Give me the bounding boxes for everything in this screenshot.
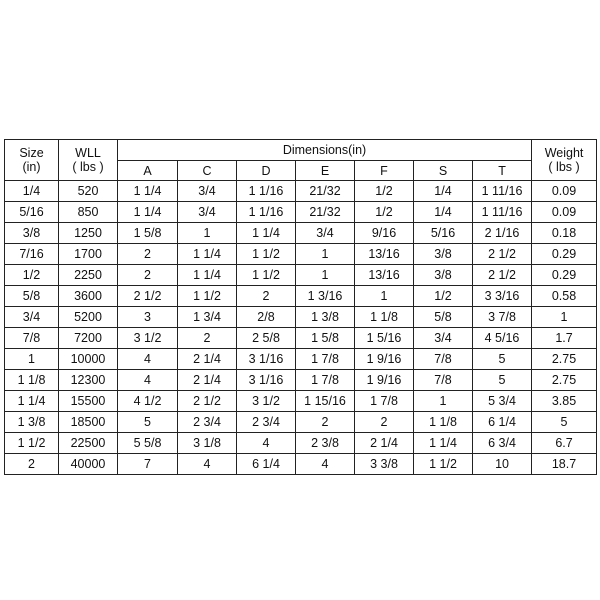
cell-t: 5 xyxy=(473,349,532,370)
cell-weight: 1.7 xyxy=(532,328,597,349)
table-row xyxy=(5,391,597,412)
cell-wll: 10000 xyxy=(59,349,118,370)
cell-size: 1/4 xyxy=(5,181,59,202)
cell-d: 3 1/2 xyxy=(237,391,296,412)
cell-e: 1 3/16 xyxy=(296,286,355,307)
cell-s: 3/4 xyxy=(414,328,473,349)
cell-c: 1 3/4 xyxy=(178,307,237,328)
cell-f: 13/16 xyxy=(355,265,414,286)
cell-a: 4 xyxy=(118,349,178,370)
cell-t: 6 1/4 xyxy=(473,412,532,433)
cell-s: 1 1/8 xyxy=(414,412,473,433)
table-row xyxy=(5,307,597,328)
cell-weight: 2.75 xyxy=(532,370,597,391)
cell-f: 3 3/8 xyxy=(355,454,414,475)
cell-f: 2 1/4 xyxy=(355,433,414,454)
table-row xyxy=(5,202,597,223)
header-row-top xyxy=(5,140,597,161)
cell-size: 1 3/8 xyxy=(5,412,59,433)
cell-d: 6 1/4 xyxy=(237,454,296,475)
cell-e: 21/32 xyxy=(296,181,355,202)
cell-e: 1 5/8 xyxy=(296,328,355,349)
cell-c: 3/4 xyxy=(178,181,237,202)
cell-t: 4 5/16 xyxy=(473,328,532,349)
cell-f: 2 xyxy=(355,412,414,433)
cell-c: 1 1/4 xyxy=(178,244,237,265)
cell-d: 2 5/8 xyxy=(237,328,296,349)
table-row xyxy=(5,412,597,433)
spec-table-container xyxy=(4,139,596,475)
cell-wll: 3600 xyxy=(59,286,118,307)
cell-t: 2 1/2 xyxy=(473,265,532,286)
cell-c: 4 xyxy=(178,454,237,475)
cell-wll: 5200 xyxy=(59,307,118,328)
cell-a: 2 1/2 xyxy=(118,286,178,307)
header-wll-unit: ( lbs ) xyxy=(72,160,104,174)
table-row xyxy=(5,349,597,370)
cell-c: 2 3/4 xyxy=(178,412,237,433)
table-row xyxy=(5,286,597,307)
cell-e: 1 xyxy=(296,265,355,286)
cell-t: 6 3/4 xyxy=(473,433,532,454)
table-row xyxy=(5,433,597,454)
cell-t: 1 11/16 xyxy=(473,202,532,223)
cell-d: 2 3/4 xyxy=(237,412,296,433)
cell-e: 1 xyxy=(296,244,355,265)
cell-a: 2 xyxy=(118,265,178,286)
header-dimensions: Dimensions(in) xyxy=(118,140,532,161)
cell-a: 4 1/2 xyxy=(118,391,178,412)
cell-d: 1 1/2 xyxy=(237,244,296,265)
header-dim-f: F xyxy=(355,161,414,181)
header-dim-d: D xyxy=(237,161,296,181)
cell-size: 2 xyxy=(5,454,59,475)
cell-e: 1 7/8 xyxy=(296,370,355,391)
header-weight-label: Weight xyxy=(544,146,584,160)
table-row xyxy=(5,370,597,391)
header-weight-unit: ( lbs ) xyxy=(548,160,580,174)
cell-d: 1 1/16 xyxy=(237,181,296,202)
header-size-label: Size xyxy=(19,146,44,160)
cell-d: 2 xyxy=(237,286,296,307)
cell-e: 1 7/8 xyxy=(296,349,355,370)
cell-s: 7/8 xyxy=(414,349,473,370)
cell-d: 2/8 xyxy=(237,307,296,328)
cell-t: 5 xyxy=(473,370,532,391)
cell-wll: 520 xyxy=(59,181,118,202)
cell-s: 1/2 xyxy=(414,286,473,307)
cell-d: 1 1/16 xyxy=(237,202,296,223)
cell-a: 1 1/4 xyxy=(118,202,178,223)
cell-f: 1 9/16 xyxy=(355,370,414,391)
cell-weight: 6.7 xyxy=(532,433,597,454)
cell-wll: 15500 xyxy=(59,391,118,412)
cell-f: 1 1/8 xyxy=(355,307,414,328)
cell-d: 3 1/16 xyxy=(237,349,296,370)
cell-weight: 0.29 xyxy=(532,244,597,265)
cell-f: 9/16 xyxy=(355,223,414,244)
cell-e: 21/32 xyxy=(296,202,355,223)
cell-weight: 5 xyxy=(532,412,597,433)
cell-c: 3 1/8 xyxy=(178,433,237,454)
cell-weight: 1 xyxy=(532,307,597,328)
cell-c: 2 xyxy=(178,328,237,349)
cell-weight: 0.09 xyxy=(532,181,597,202)
cell-weight: 3.85 xyxy=(532,391,597,412)
cell-size: 7/16 xyxy=(5,244,59,265)
cell-a: 7 xyxy=(118,454,178,475)
cell-c: 1 1/2 xyxy=(178,286,237,307)
cell-t: 3 7/8 xyxy=(473,307,532,328)
table-body xyxy=(5,181,597,475)
cell-c: 2 1/4 xyxy=(178,370,237,391)
cell-a: 3 1/2 xyxy=(118,328,178,349)
cell-c: 3/4 xyxy=(178,202,237,223)
header-dim-e: E xyxy=(296,161,355,181)
header-dim-a: A xyxy=(118,161,178,181)
cell-size: 1 1/2 xyxy=(5,433,59,454)
cell-d: 1 1/4 xyxy=(237,223,296,244)
cell-size: 3/4 xyxy=(5,307,59,328)
table-row xyxy=(5,223,597,244)
cell-size: 3/8 xyxy=(5,223,59,244)
cell-a: 1 5/8 xyxy=(118,223,178,244)
cell-t: 2 1/16 xyxy=(473,223,532,244)
cell-f: 1 5/16 xyxy=(355,328,414,349)
cell-s: 1 1/2 xyxy=(414,454,473,475)
cell-weight: 0.29 xyxy=(532,265,597,286)
cell-size: 5/8 xyxy=(5,286,59,307)
table-row xyxy=(5,454,597,475)
cell-s: 7/8 xyxy=(414,370,473,391)
cell-a: 3 xyxy=(118,307,178,328)
header-wll-label: WLL xyxy=(75,146,101,160)
header-size-unit: (in) xyxy=(22,160,41,174)
cell-e: 3/4 xyxy=(296,223,355,244)
cell-wll: 18500 xyxy=(59,412,118,433)
cell-size: 1 xyxy=(5,349,59,370)
cell-a: 5 xyxy=(118,412,178,433)
cell-wll: 2250 xyxy=(59,265,118,286)
cell-s: 3/8 xyxy=(414,265,473,286)
cell-wll: 1700 xyxy=(59,244,118,265)
header-dim-t: T xyxy=(473,161,532,181)
cell-e: 2 xyxy=(296,412,355,433)
table-row xyxy=(5,265,597,286)
cell-weight: 0.58 xyxy=(532,286,597,307)
cell-e: 2 3/8 xyxy=(296,433,355,454)
cell-s: 1 xyxy=(414,391,473,412)
cell-a: 4 xyxy=(118,370,178,391)
cell-wll: 40000 xyxy=(59,454,118,475)
cell-a: 2 xyxy=(118,244,178,265)
cell-wll: 22500 xyxy=(59,433,118,454)
cell-t: 3 3/16 xyxy=(473,286,532,307)
cell-s: 1/4 xyxy=(414,181,473,202)
cell-t: 1 11/16 xyxy=(473,181,532,202)
cell-e: 1 15/16 xyxy=(296,391,355,412)
cell-wll: 850 xyxy=(59,202,118,223)
cell-t: 5 3/4 xyxy=(473,391,532,412)
cell-d: 1 1/2 xyxy=(237,265,296,286)
table-row xyxy=(5,181,597,202)
cell-f: 1 9/16 xyxy=(355,349,414,370)
cell-wll: 1250 xyxy=(59,223,118,244)
cell-s: 1 1/4 xyxy=(414,433,473,454)
cell-t: 10 xyxy=(473,454,532,475)
cell-s: 3/8 xyxy=(414,244,473,265)
cell-t: 2 1/2 xyxy=(473,244,532,265)
header-weight xyxy=(532,140,597,181)
cell-weight: 2.75 xyxy=(532,349,597,370)
cell-d: 3 1/16 xyxy=(237,370,296,391)
header-wll xyxy=(59,140,118,181)
cell-a: 5 5/8 xyxy=(118,433,178,454)
header-size xyxy=(5,140,59,181)
cell-f: 13/16 xyxy=(355,244,414,265)
cell-c: 1 1/4 xyxy=(178,265,237,286)
cell-f: 1 xyxy=(355,286,414,307)
cell-s: 5/16 xyxy=(414,223,473,244)
cell-size: 5/16 xyxy=(5,202,59,223)
cell-f: 1/2 xyxy=(355,181,414,202)
cell-c: 2 1/4 xyxy=(178,349,237,370)
cell-d: 4 xyxy=(237,433,296,454)
cell-size: 7/8 xyxy=(5,328,59,349)
header-dim-c: C xyxy=(178,161,237,181)
cell-size: 1 1/8 xyxy=(5,370,59,391)
cell-e: 1 3/8 xyxy=(296,307,355,328)
cell-s: 1/4 xyxy=(414,202,473,223)
cell-size: 1 1/4 xyxy=(5,391,59,412)
table-row xyxy=(5,328,597,349)
table-row xyxy=(5,244,597,265)
cell-weight: 0.18 xyxy=(532,223,597,244)
cell-s: 5/8 xyxy=(414,307,473,328)
spec-table xyxy=(4,139,597,475)
cell-f: 1 7/8 xyxy=(355,391,414,412)
cell-weight: 0.09 xyxy=(532,202,597,223)
cell-f: 1/2 xyxy=(355,202,414,223)
header-dim-s: S xyxy=(414,161,473,181)
cell-e: 4 xyxy=(296,454,355,475)
cell-c: 2 1/2 xyxy=(178,391,237,412)
cell-wll: 12300 xyxy=(59,370,118,391)
cell-size: 1/2 xyxy=(5,265,59,286)
cell-weight: 18.7 xyxy=(532,454,597,475)
cell-a: 1 1/4 xyxy=(118,181,178,202)
cell-wll: 7200 xyxy=(59,328,118,349)
cell-c: 1 xyxy=(178,223,237,244)
